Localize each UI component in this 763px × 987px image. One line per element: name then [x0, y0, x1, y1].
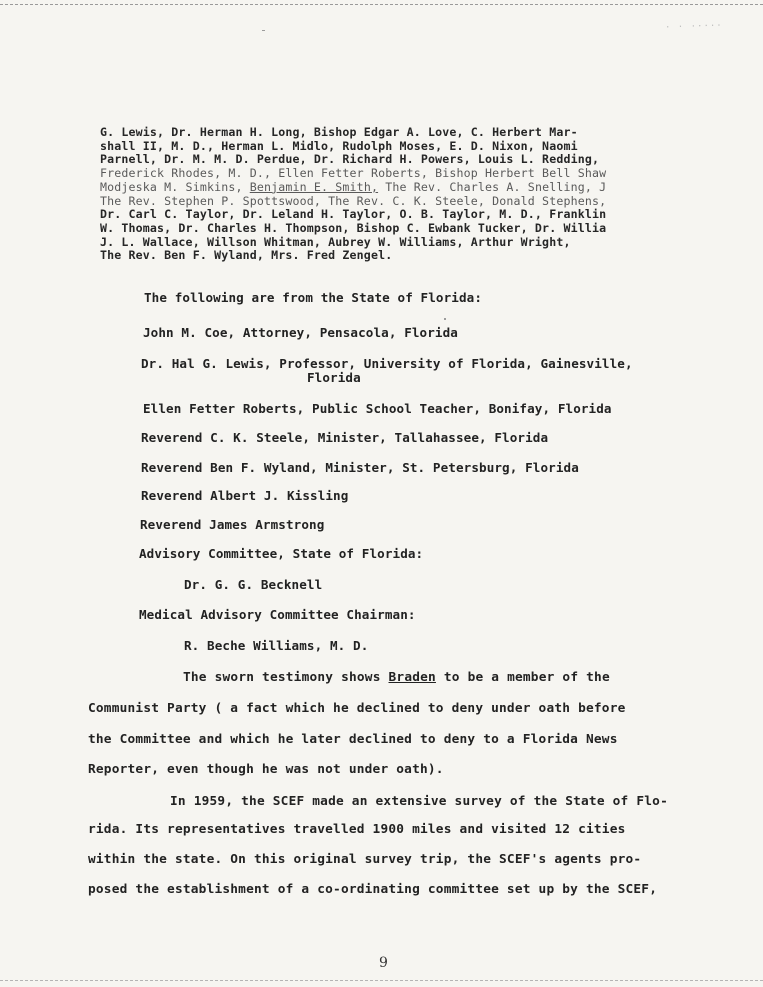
names-line-part: Modjeska M. Simkins,: [100, 180, 250, 194]
medical-member: R. Beche Williams, M. D.: [184, 638, 369, 653]
advisory-heading: Advisory Committee, State of Florida:: [139, 546, 424, 561]
paragraph-line: posed the establishment of a co-ordinating committee set up by the SCEF,: [88, 882, 658, 897]
paragraph-line: Reporter, even though he was not under oath).: [88, 762, 444, 777]
advisory-member: Dr. G. G. Becknell: [184, 577, 323, 592]
paragraph-line: Communist Party ( a fact which he declined to deny under oath before: [88, 701, 626, 716]
bottom-scan-edge: [0, 980, 763, 981]
names-line: Frederick Rhodes, M. D., Ellen Fetter Roberts, Bishop Herbert Bell Shaw: [100, 167, 607, 181]
names-line: shall II, M. D., Herman L. Midlo, Rudolph Moses, E. D. Nixon, Naomi: [100, 139, 578, 153]
paragraph-line: the Committee and which he later declined to deny to a Florida News: [88, 732, 618, 747]
paragraph-line: within the state. On this original survey trip, the SCEF's agents pro-: [88, 852, 642, 867]
top-scan-edge: [0, 4, 763, 5]
names-line-part: The Rev. Charles A. Snelling, J: [378, 180, 607, 194]
underlined-name: Benjamin E. Smith,: [249, 180, 379, 194]
florida-person: Ellen Fetter Roberts, Public School Teacher, Bonifay, Florida: [143, 401, 612, 416]
names-line: Dr. Carl C. Taylor, Dr. Leland H. Taylor, O. B. Taylor, M. D., Franklin: [100, 208, 607, 222]
names-line: The Rev. Ben F. Wyland, Mrs. Fred Zengel.: [100, 249, 393, 263]
florida-person: Dr. Hal G. Lewis, Professor, University of Florida, Gainesville,: [141, 356, 633, 371]
paragraph-line: In 1959, the SCEF made an extensive survey of the State of Flo-: [170, 794, 668, 809]
names-line: The Rev. Stephen P. Spottswood, The Rev. C. K. Steele, Donald Stephens,: [100, 194, 607, 208]
faint-stamp-mark: · · ·····: [664, 20, 723, 34]
paragraph-text: to be a member of the: [435, 670, 610, 685]
names-line: G. Lewis, Dr. Herman H. Long, Bishop Edgar A. Love, C. Herbert Mar-: [100, 126, 578, 139]
florida-person: Reverend Albert J. Kissling: [141, 488, 349, 503]
florida-person-continuation: Florida: [307, 370, 361, 385]
florida-person: Reverend Ben F. Wyland, Minister, St. Petersburg, Florida: [141, 460, 579, 475]
paragraph-line: [183, 670, 610, 685]
paragraph-line: rida. Its representatives travelled 1900 miles and visited 12 cities: [88, 822, 626, 837]
names-list: [100, 126, 750, 263]
scan-speck: [444, 318, 446, 320]
paragraph-text: The sworn testimony shows: [183, 670, 389, 685]
medical-heading: Medical Advisory Committee Chairman:: [139, 607, 416, 622]
florida-person: Reverend C. K. Steele, Minister, Tallahassee, Florida: [141, 430, 549, 445]
florida-heading: The following are from the State of Florida:: [144, 290, 483, 305]
page-number: 9: [379, 955, 388, 971]
names-line: W. Thomas, Dr. Charles H. Thompson, Bishop C. Ewbank Tucker, Dr. Willia: [100, 221, 607, 235]
florida-person: Reverend James Armstrong: [140, 517, 325, 532]
scan-speck: [262, 30, 265, 31]
names-line: Parnell, Dr. M. M. D. Perdue, Dr. Richard H. Powers, Louis L. Redding,: [100, 153, 600, 167]
underlined-name: Braden: [388, 670, 436, 685]
florida-person: John M. Coe, Attorney, Pensacola, Florida: [143, 325, 458, 340]
names-line: [100, 181, 750, 195]
names-line: J. L. Wallace, Willson Whitman, Aubrey W. Williams, Arthur Wright,: [100, 235, 571, 249]
